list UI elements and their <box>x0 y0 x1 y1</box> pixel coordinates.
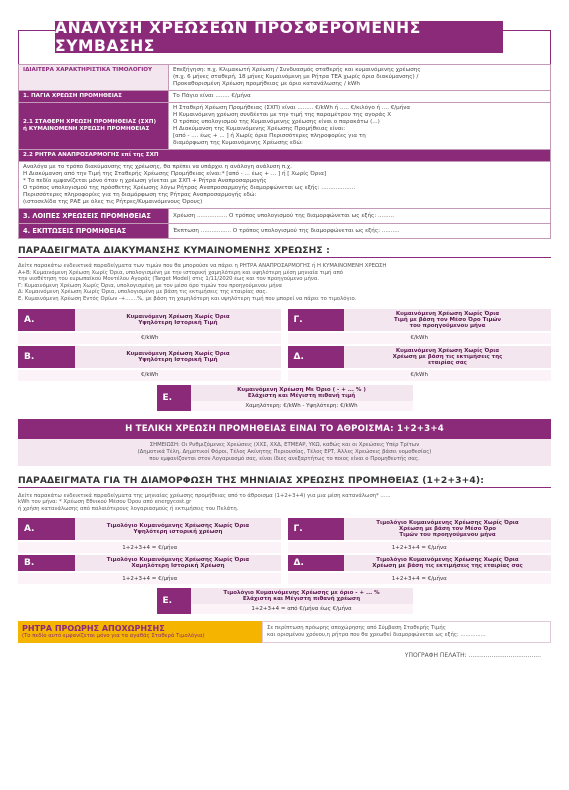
heading-underline <box>18 487 551 488</box>
early-exit-subtitle: (Το πεδίο αυτό εμφανίζεται μόνο για τα αγαθάς Σταθερά Τιμολόγια) <box>22 633 205 640</box>
example-e-box <box>191 385 413 411</box>
fluctuation-examples-title: ΠΑΡΑΔΕΙΓΜΑΤΑ ΔΙΑΚΥΜΑΝΣΗΣ ΚΥΜΑΙΝΟΜΕΝΗΣ ΧΡΕΩΣΗΣ : <box>18 245 330 256</box>
example-g-value: €/kWh <box>288 333 552 344</box>
monthly-examples-table <box>18 516 551 586</box>
monthly-e-block <box>157 588 413 614</box>
row-adjustment-body <box>19 162 551 209</box>
row-supply-charge <box>19 103 551 150</box>
value-supply-charge: Η Σταθερή Χρέωση Προμήθειας (ΣΧΠ) είναι ......... €/kWh ή ..... €/κιλόγο ή .... €/μήνα Η Κυμαινόμενη χρέωση συνδέεται με την τιμή της παραμέτρου της αγοράς Χ Ο τρόπος υπολογισμού της Κυμαινόμενης χρέωσης είναι ο παρακάτω (...) Η Διακύμανση της Κυμαινόμενης Χρέωσης Προμήθειας είναι: [από - .... έως + ... ] ή Χωρίς όρια Περισσότερες πληροφορίες για τη διαμόρφωση της Κυμαινόμενης Χρέωσης εδώ: <box>169 103 551 150</box>
customer-signature-line: ΥΠΟΓΡΑΦΗ ΠΕΛΑΤΗ: ...................................... <box>404 652 541 660</box>
example-d-letter: Δ. <box>288 346 345 368</box>
monthly-examples-heading <box>18 475 551 488</box>
monthly-e-box <box>191 588 413 614</box>
example-d-description: Κυμαινόμενη Χρέωση Χωρίς Όρια Χρέωση με βάση τις εκτιμήσεις της εταιρίας σας <box>344 346 551 368</box>
example-e-block <box>157 385 413 411</box>
monthly-row-b-d <box>18 555 551 571</box>
heading-underline <box>18 257 551 258</box>
title-frame <box>18 19 551 64</box>
example-e-letter: Ε. <box>157 385 191 411</box>
example-g-description: Κυμαινόμενη Χρέωση Χωρίς Όρια Τιμή με βάση τον Μέσο Όρο Τιμών του προηγούμενου μήνα <box>344 309 551 331</box>
monthly-d-description: Τιμολόγιο Κυμαινόμενης Χρέωσης Χωρίς Όρια Χρέωση με βάση τις εκτιμήσεις της εταιρίας σας <box>344 555 551 571</box>
monthly-row-b-d-values <box>18 573 551 584</box>
early-exit-block <box>18 621 551 643</box>
fluctuation-examples-intro: Δείτε παρακάτω ενδεικτικά παραδείγματα των τιμών που θα μπορούσε να πάρει η ΡΗΤΡΑ ΑΝΑΠΡΟΣΑΡΜΟΓΗΣ ή Η ΚΥΜΑΙΝΟΜΕΝΗ ΧΡΕΩΣΗ Α+Β: Κυμαινόμενη Χρέωση Χωρίς Όρια, υπολογισμένη με την ιστορική χαμηλότερη και υψηλότερη μέση μηνιαία τιμή από την υιοθέτηση του ευρωπαϊκού Μοντέλου Αγοράς (Target Model) στις 1/11/2020 έως και τον προηγούμενο μήνα. Γ: Κυμαινόμενη Χρέωση Χωρίς Όρια, υπολογισμένη με τον μέσο όρο τιμών του προηγούμενου μήνα Δ: Κυμαινόμενη Χρέωση Χωρίς Όρια, υπολογισμένη με βάση τις εκτιμήσεις της εταιρίας σας. Ε. Κυμαινόμενη Χρέωση Εντός Ορίων -+.......%, με βάση τη χαμηλότερη και υψηλότερη τιμή που μπορεί να πάρει το τιμολόγιο. <box>18 263 387 302</box>
monthly-g-description: Τιμολόγιο Κυμαινόμενης Χρέωσης Χωρίς Όρια Χρέωση με βάση τον Μέσο Όρο Τιμών του προηγούμενου μήνα <box>344 518 551 540</box>
example-row-b-d-values <box>18 370 551 381</box>
row-adjustment-bar <box>19 150 551 162</box>
monthly-g-letter: Γ. <box>288 518 345 540</box>
early-exit-label-box <box>18 621 262 643</box>
final-charge-bar: Η ΤΕΛΙΚΗ ΧΡΕΩΣΗ ΠΡΟΜΗΘΕΙΑΣ ΕΙΝΑΙ ΤΟ ΑΘΡΟΙΣΜΑ: 1+2+3+4 <box>18 419 551 439</box>
early-exit-title: ΡΗΤΡΑ ΠΡΟΩΡΗΣ ΑΠΟΧΩΡΗΣΗΣ <box>22 624 165 634</box>
label-supply-charge: 2.1 ΣΤΑΘΕΡΗ ΧΡΕΩΣΗ ΠΡΟΜΗΘΕΙΑΣ (ΣΧΠ) ή ΚΥΜΑΙΝΟΜΕΝΗ ΧΡΕΩΣΗ ΠΡΟΜΗΘΕΙΑΣ <box>19 103 169 150</box>
monthly-b-letter: Β. <box>18 555 75 571</box>
example-row-b-d <box>18 346 551 368</box>
example-a-letter: Α. <box>18 309 75 331</box>
row-fixed-charge <box>19 91 551 103</box>
example-row-a-g-values <box>18 333 551 344</box>
example-b-description: Κυμαινόμενη Χρέωση Χωρίς Όρια Υψηλότερη Ιστορική Τιμή <box>75 346 282 368</box>
monthly-d-letter: Δ. <box>288 555 345 571</box>
monthly-examples-intro: Δείτε παρακάτω ενδεικτικά παραδείγματα της μηνιαίας χρέωσης προμήθειας από το άθροισμα (1+2+3+4) για μια μέση κατανάλωση* ...... kWh τον μήνα: * Χρέωση Εθνικού Μέσου Όρου από energycost.gr ή χρήση κατανάλωσης από παλαιότερους λογαριασμούς ή εκτιμήσεις του Πελάτη. <box>18 492 391 512</box>
example-a-value: €/kWh <box>18 333 281 344</box>
label-fixed-charge: 1. ΠΑΓΙΑ ΧΡΕΩΣΗ ΠΡΟΜΗΘΕΙΑΣ <box>19 91 169 103</box>
monthly-a-description: Τιμολόγιο Κυμαινόμενης Χρέωσης Χωρίς Όρια Υψηλότερη ιστορική χρέωση <box>75 518 282 540</box>
example-g-letter: Γ. <box>288 309 345 331</box>
monthly-e-description: Τιμολόγιο Κυμαινόμενης Χρέωσης με όριο - + ... % Ελάχιστη και Μέγιστη πιθανή χρέωση <box>191 588 413 604</box>
monthly-e-value: 1+2+3+4 = από €/μήνα έως €/μήνα <box>191 604 413 614</box>
adjustment-clause-text: Αναλόγα με το τρόπο διακύμανσης της χρέωσης, θα πρέπει να υπάρχει η ανάλογη ανάλυση π.χ. Η Διακύμανση από την Τιμή της Σταθερής Χρέωσης Προμήθειας είναι:* [από - ... έως + ... ] ή [ Χωρίς Όρια] * Το πεδίο εμφανίζεται μόνο όταν η χρέωση γίνεται με ΣΧΠ + Ρήτρα Αναπροσαρμογής Ο τρόπος υπολογισμού της πρόσθετης Χρέωσης λόγω Ρήτρας Αναπροσαρμογής διαμορφώνεται ως εξής: ................... Περισσότερες πληροφορίες για τη διαμόρφωση της Ρήτρας Αναπροσαρμογής εδώ: (ιστοσελίδα της ΡΑΕ με όλες τις Ρήτρες/Κυμαινόμενους Όρους) <box>19 162 551 209</box>
value-other-charges: Χρέωση ................. Ο τρόπος υπολογισμού της διαμορφώνεται ως εξής: ......... <box>169 209 551 224</box>
label-discounts: 4. ΕΚΠΤΩΣΕΙΣ ΠΡΟΜΗΘΕΙΑΣ <box>19 224 169 239</box>
monthly-a-letter: Α. <box>18 518 75 540</box>
example-e-value: Χαμηλότερη: €/kWh - Υψηλότερη: €/kWh <box>191 401 413 411</box>
value-fixed-charge: Το Πάγιο είναι ........ €/μήνα <box>169 91 551 103</box>
early-exit-text: Σε περίπτωση πρόωρης αποχώρησης από Σύμβαση Σταθερής Τιμής και ορισμένου χρόνου,η ρήτρα που θα χρεωθεί διαμορφώνεται ως εξής: ............... <box>262 621 551 643</box>
row-discounts <box>19 224 551 239</box>
monthly-b-description: Τιμολόγιο Κυμαινόμενης Χρέωσης Χωρίς Όρια Χαμηλότερη Ιστορική Χρέωση <box>75 555 282 571</box>
row-other-charges <box>19 209 551 224</box>
value-characteristics: Επεξήγηση: π.χ. Κλιμακωτή Χρέωση / Συνδυασμός σταθερής και κυμαινόμενης χρέωσης (π.χ. 6 μήνες σταθερή, 18 μήνες Κυμαινόμενη με Ρήτρα ΤΕΑ χωρίς όρια διακύμανσης) / Προκαθορισμένη Χρέωση προμήθειας με όριο κατανάλωσης / kWh <box>169 65 551 91</box>
document-page <box>18 20 551 659</box>
charges-table <box>18 64 551 239</box>
monthly-e-letter: Ε. <box>157 588 191 614</box>
example-d-value: €/kWh <box>288 370 552 381</box>
monthly-examples-title: ΠΑΡΑΔΕΙΓΜΑΤΑ ΓΙΑ ΤΗ ΔΙΑΜΟΡΦΩΣΗ ΤΗΣ ΜΗΝΙΑΙΑΣ ΧΡΕΩΣΗΣ ΠΡΟΜΗΘΕΙΑΣ (1+2+3+4): <box>18 474 484 486</box>
example-row-a-g <box>18 309 551 331</box>
monthly-row-a-g-values <box>18 542 551 553</box>
page-title: ΑΝΑΛΥΣΗ ΧΡΕΩΣΕΩΝ ΠΡΟΣΦΕΡΟΜΕΝΗΣ ΣΥΜΒΑΣΗΣ <box>55 21 503 53</box>
fluctuation-examples-heading <box>18 245 551 258</box>
adjustment-clause-heading: 2.2 ΡΗΤΡΑ ΑΝΑΠΡΟΣΑΡΜΟΓΗΣ επί της ΣΧΠ <box>19 150 551 162</box>
row-characteristics <box>19 65 551 91</box>
label-other-charges: 3. ΛΟΙΠΕΣ ΧΡΕΩΣΕΙΣ ΠΡΟΜΗΘΕΙΑΣ <box>19 209 169 224</box>
example-a-description: Κυμαινόμενη Χρέωση Χωρίς Όρια Υψηλότερη Ιστορική Τιμή <box>75 309 282 331</box>
label-characteristics: ΙΔΙΑΙΤΕΡΑ ΧΑΡΑΚΤΗΡΙΣΤΙΚΑ ΤΙΜΟΛΟΓΙΟΥ <box>19 65 169 91</box>
example-e-description: Κυμαινόμενη Χρέωση Με Όριο ( - + ... % ) Ελάχιστη και Μέγιστη πιθανή τιμή <box>191 385 413 401</box>
monthly-d-value: 1+2+3+4 = €/μήνα <box>288 573 552 584</box>
value-discounts: Έκπτωση ................. Ο τρόπος υπολογισμού της διαμορφώνεται ως εξής: .......... <box>169 224 551 239</box>
monthly-b-value: 1+2+3+4 = €/μήνα <box>18 573 281 584</box>
monthly-a-value: 1+2+3+4 = €/μήνα <box>18 542 281 553</box>
example-b-value: €/kWh <box>18 370 281 381</box>
monthly-row-a-g <box>18 518 551 540</box>
final-charge-note: ΣΗΜΕΙΩΣΗ: Οι Ρυθμιζόμενες Χρεώσεις (ΧΧΣ, ΧΧΔ, ΕΤΜΕΑΡ, ΥΚΩ, καθώς και οι Χρεώσεις Υπέρ Τρίτων (Δημοτικά Τέλη, Δημοτικοί Φόροι, Τέλος Ακίνητης Περιουσίας, Τέλος ΕΡΤ, Άλλες Χρεώσεις βάσει νομοθεσίας) που εμφανίζονται στον Λογαριασμό σας, είναι ίδιες ανεξαρτήτως το ποιος είναι ο Προμηθευτής σας. <box>18 439 551 466</box>
example-b-letter: Β. <box>18 346 75 368</box>
monthly-g-value: 1+2+3+4 = €/μήνα <box>288 542 552 553</box>
fluctuation-examples-table <box>18 307 551 383</box>
